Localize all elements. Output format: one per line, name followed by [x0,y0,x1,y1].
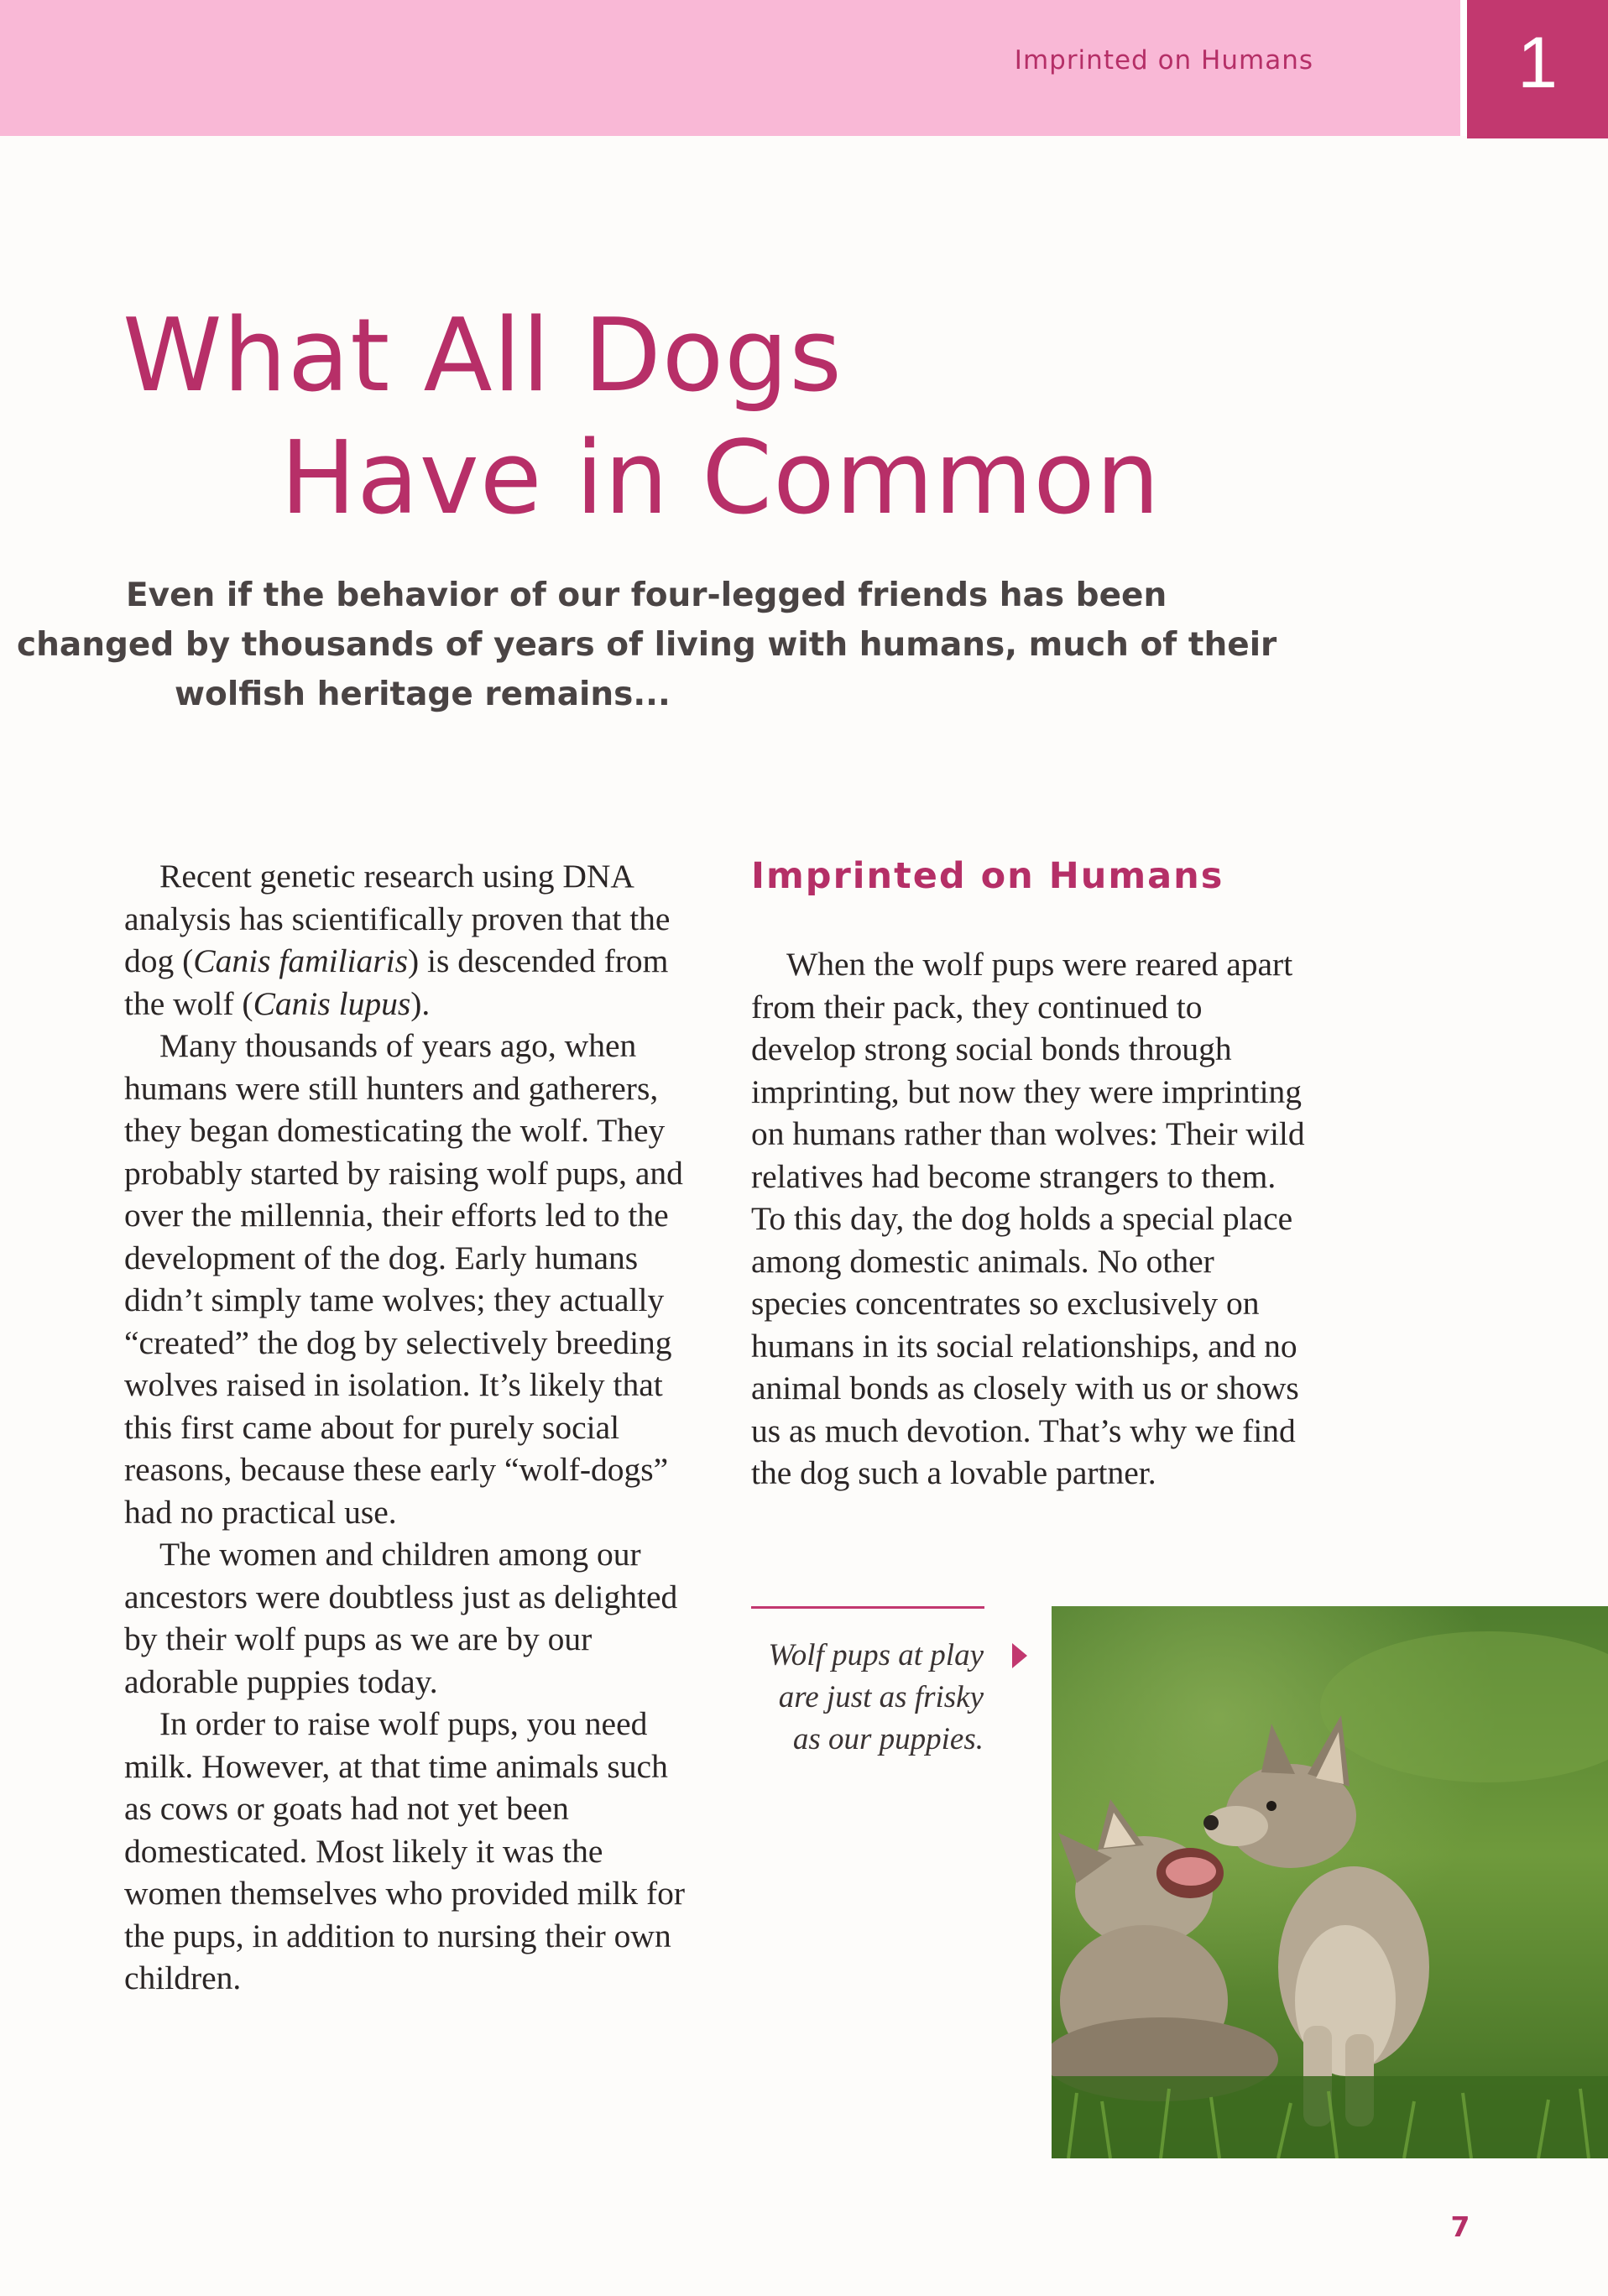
caption-line-1: Wolf pups at play [768,1638,984,1672]
page-title-line-1: What All Dogs [123,298,843,415]
photo-caption [739,1635,984,1761]
header-divider [1460,0,1467,136]
intro-line-3: wolfish heritage remains... [175,676,671,713]
scientific-name: Canis familiaris [193,942,408,979]
wolf-pups-illustration [1052,1606,1608,2158]
caption-line-2: are just as frisky [778,1680,984,1714]
running-head: Imprinted on Humans [1014,45,1313,76]
body-paragraph: When the wolf pups were reared apart from their pack, they continued to develop strong social bonds through imprinting, but now they were imprinting on humans rather than wolves: Their wild relatives had become strangers to them. To this day, the dog holds a special place among domestic animals. No other species concentrates so exclusively on humans in its social relationships, and no animal bonds as closely with us or shows us as much devotion. That’s why we find the dog such a lovable partner. [751,946,1305,1491]
intro-line-2: changed by thousands of years of living with humans, much of their [17,626,1277,664]
scientific-name: Canis lupus [253,984,411,1022]
left-column [124,855,703,2000]
body-paragraph: The women and children among our ancestors were doubtless just as delighted by their wolf pups as we are by our adorable puppies today. [124,1536,678,1700]
wolf-pups-photo [1052,1606,1608,2158]
body-paragraph: Many thousands of years ago, when humans were still hunters and gatherers, they began domesticating the wolf. They probably started by raising wolf pups, and over the millennia, their efforts led to the development of the dog. Early humans didn’t simply tame wolves; they actually “created” the dog by selectively breeding wolves raised in isolation. It’s likely that this first came about for purely social reasons, because these early “wolf-dogs” had no practical use. [124,1027,683,1531]
text-run: ) is descended from the wolf ( [124,942,669,1022]
caption-line-3: as our puppies. [792,1722,984,1756]
intro-line-1: Even if the behavior of our four-legged friends has been [126,577,1167,614]
section-heading: Imprinted on Humans [751,855,1224,897]
body-paragraph [124,855,703,1025]
body-paragraph: In order to raise wolf pups, you need milk. However, at that time animals such as cows or goats had not yet been domesticated. Most likely it was the women themselves who provided milk for the pups, in addition to nursing their own children. [124,1705,686,1996]
text-run: ). [410,984,431,1022]
caption-rule [751,1606,984,1609]
intro-text [17,571,1277,719]
page-number: 7 [1450,2210,1470,2243]
text-run: Recent genetic research using DNA analysis has scientifically proven that the dog ( [124,858,671,979]
right-column [751,943,1313,1495]
caption-arrow-icon [1012,1643,1027,1668]
page-title-line-2: Have in Common [280,420,1161,537]
chapter-number-badge: 1 [1467,0,1608,138]
